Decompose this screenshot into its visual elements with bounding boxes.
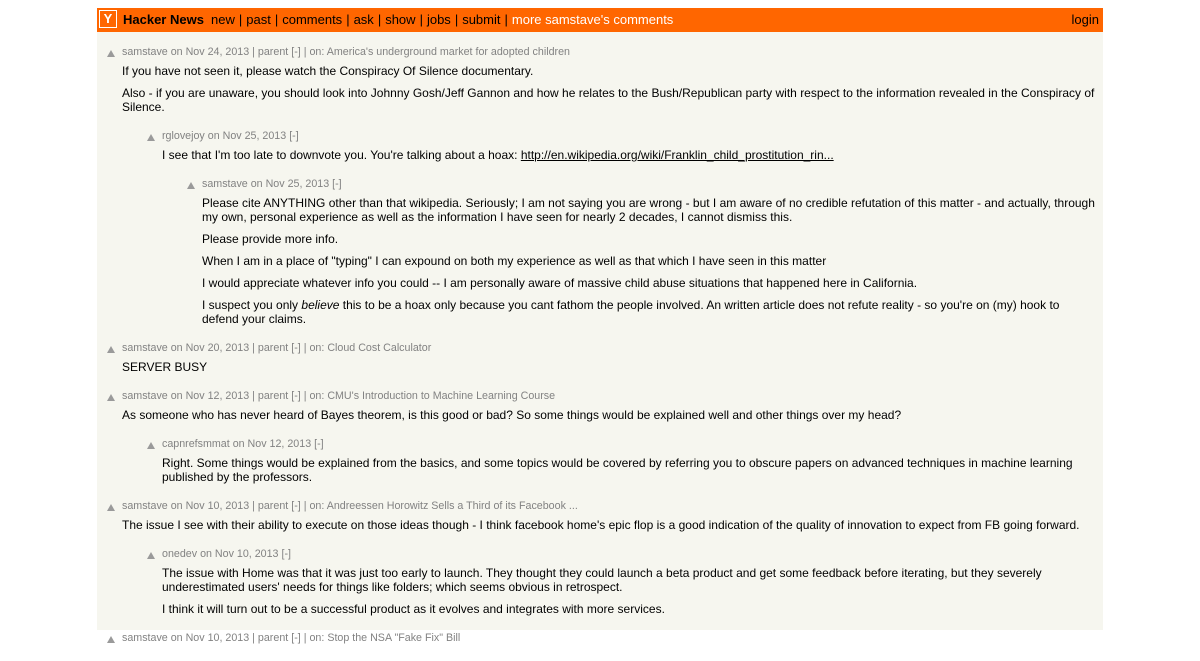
comment-body <box>122 408 1103 422</box>
comment-text: this to be a hoax only because you cant fathom the people involved. An written article does not refute reality - so you're on (my) hook to defend your claims. <box>202 298 1060 326</box>
comment-body <box>162 566 1103 616</box>
comment-meta <box>162 438 1103 451</box>
comment-paragraph: Right. Some things would be explained from the basics, and some topics would be covered by referring you to obscure papers on advanced techniques in machine learning published by the professors. <box>162 456 1073 484</box>
collapse-toggle[interactable]: [-] <box>291 632 301 644</box>
meta-separator: | <box>252 632 255 644</box>
top-bar <box>97 8 1103 32</box>
on-label: on: <box>309 46 325 58</box>
hn-main <box>97 8 1103 644</box>
comment-meta <box>122 342 1103 355</box>
comment-date[interactable]: on Nov 12, 2013 <box>232 438 312 450</box>
comment-paragraph: The issue with Home was that it was just too early to launch. They thought they could launch a beta product and get some feedback before iterating, but they severely underestimated users' needs for things like folders; which seems obvious in retrospect. <box>162 566 1042 594</box>
story-link[interactable]: Stop the NSA "Fake Fix" Bill <box>327 632 461 644</box>
comment-author[interactable]: rglovejoy <box>162 130 205 142</box>
meta-separator: | <box>303 500 307 512</box>
nav-submit[interactable]: submit <box>462 12 501 27</box>
comment-paragraph: Please cite ANYTHING other than that wikipedia. Seriously; I am not saying you are wrong - but I am aware of no credible refutation of this matter - and actually, through my own, personal experience as well as the information I have seen for nearly 2 decades, I cannot dismiss this. <box>202 196 1095 224</box>
comment-body <box>122 518 1103 532</box>
nav-separator: | <box>346 12 350 27</box>
comment-date[interactable]: on Nov 20, 2013 <box>170 342 250 354</box>
comment-paragraph: Also - if you are unaware, you should look into Johnny Gosh/Jeff Gannon and how he relates to the Bush/Republican party with respect to the information revealed in the Conspiracy of Silence. <box>122 86 1095 114</box>
comment-date[interactable]: on Nov 10, 2013 <box>170 632 250 644</box>
collapse-toggle[interactable]: [-] <box>281 548 291 560</box>
comment-author[interactable]: samstave <box>122 390 168 402</box>
nav-separator: | <box>504 12 508 27</box>
meta-separator: | <box>252 390 255 402</box>
comment-text: I suspect you only <box>202 298 302 312</box>
comment-author[interactable]: samstave <box>202 178 248 190</box>
story-link[interactable]: CMU's Introduction to Machine Learning Course <box>327 390 556 402</box>
parent-link[interactable]: parent <box>257 46 289 58</box>
meta-separator: | <box>252 500 255 512</box>
on-label: on: <box>309 390 325 402</box>
comment-paragraph: I would appreciate whatever info you could -- I am personally aware of massive child abuse situations that happened here in California. <box>202 276 918 290</box>
nav-ask[interactable]: ask <box>353 12 374 27</box>
parent-link[interactable]: parent <box>257 632 289 644</box>
collapse-toggle[interactable]: [-] <box>289 130 299 142</box>
upvote-arrow-icon[interactable] <box>107 50 115 57</box>
comment-author[interactable]: capnrefsmmat <box>162 438 230 450</box>
parent-link[interactable]: parent <box>257 500 289 512</box>
comment-body <box>162 148 1103 162</box>
comment-meta <box>122 46 1103 59</box>
comment-meta <box>122 632 1103 645</box>
comment-date[interactable]: on Nov 24, 2013 <box>170 46 250 58</box>
comment-date[interactable]: on Nov 12, 2013 <box>170 390 250 402</box>
comment-author[interactable]: samstave <box>122 46 168 58</box>
comment-paragraph: When I am in a place of "typing" I can expound on both my experience as well as that which I have seen in this matter <box>202 254 827 268</box>
meta-separator: | <box>303 390 307 402</box>
upvote-arrow-icon[interactable] <box>107 636 115 643</box>
comment-author[interactable]: samstave <box>122 632 168 644</box>
on-label: on: <box>309 500 325 512</box>
collapse-toggle[interactable]: [-] <box>291 500 301 512</box>
comment <box>97 130 1103 162</box>
upvote-arrow-icon[interactable] <box>107 504 115 511</box>
comment-paragraph: Please provide more info. <box>202 232 339 246</box>
collapse-toggle[interactable]: [-] <box>291 46 301 58</box>
comment-paragraph: If you have not seen it, please watch the Conspiracy Of Silence documentary. <box>122 64 534 78</box>
parent-link[interactable]: parent <box>257 342 289 354</box>
on-label: on: <box>309 342 325 354</box>
nav-show[interactable]: show <box>385 12 416 27</box>
parent-link[interactable]: parent <box>257 390 289 402</box>
comment-date[interactable]: on Nov 25, 2013 <box>207 130 287 142</box>
comment-paragraph: I think it will turn out to be a successful product as it evolves and integrates with more services. <box>162 602 665 616</box>
comment-meta <box>162 130 1103 143</box>
nav-separator: | <box>377 12 382 27</box>
nav-comments[interactable]: comments <box>282 12 343 27</box>
upvote-arrow-icon[interactable] <box>107 394 115 401</box>
upvote-arrow-icon[interactable] <box>147 552 155 559</box>
nav-new[interactable]: new <box>211 12 235 27</box>
comment-paragraph: As someone who has never heard of Bayes theorem, is this good or bad? So some things would be explained well and other things over my head? <box>122 408 902 422</box>
collapse-toggle[interactable]: [-] <box>291 390 301 402</box>
comment-author[interactable]: samstave <box>122 500 168 512</box>
comment <box>97 342 1103 374</box>
comment-paragraph: SERVER BUSY <box>122 360 208 374</box>
comment-body <box>162 456 1103 484</box>
comment <box>97 548 1103 616</box>
comment <box>97 500 1103 532</box>
emphasis-text: believe <box>301 298 340 312</box>
story-link[interactable]: America's underground market for adopted children <box>326 46 570 58</box>
comment-body <box>122 360 1103 374</box>
meta-separator: | <box>252 46 255 58</box>
comment-date[interactable]: on Nov 25, 2013 <box>250 178 330 190</box>
upvote-arrow-icon[interactable] <box>187 182 195 189</box>
nav-links <box>211 12 673 28</box>
comment-body <box>122 64 1103 114</box>
y-logo-icon[interactable]: Y <box>99 10 117 28</box>
comment <box>97 632 1103 645</box>
story-link[interactable]: Cloud Cost Calculator <box>327 342 432 354</box>
collapse-toggle[interactable]: [-] <box>332 178 342 190</box>
current-page-title: more samstave's comments <box>511 12 674 27</box>
collapse-toggle[interactable]: [-] <box>314 438 324 450</box>
comment <box>97 390 1103 422</box>
comment-date[interactable]: on Nov 10, 2013 <box>170 500 250 512</box>
login-link[interactable]: login <box>1071 12 1099 27</box>
meta-separator: | <box>303 342 307 354</box>
comment <box>97 178 1103 326</box>
on-label: on: <box>309 632 325 644</box>
comment-date[interactable]: on Nov 10, 2013 <box>200 548 279 560</box>
comment <box>97 46 1103 114</box>
nav-separator: | <box>419 12 423 27</box>
upvote-arrow-icon[interactable] <box>147 134 155 141</box>
comment <box>97 438 1103 484</box>
nav-separator: | <box>454 12 459 27</box>
meta-separator: | <box>303 632 307 644</box>
comment-author[interactable]: samstave <box>122 342 168 354</box>
comment-meta <box>162 548 1103 561</box>
comment-meta <box>122 500 1103 513</box>
comment-author[interactable]: onedev <box>162 548 198 560</box>
story-link[interactable]: Andreessen Horowitz Sells a Third of its Facebook ... <box>326 500 578 512</box>
meta-separator: | <box>252 342 255 354</box>
upvote-arrow-icon[interactable] <box>107 346 115 353</box>
meta-separator: | <box>303 46 307 58</box>
upvote-arrow-icon[interactable] <box>147 442 155 449</box>
comment-body <box>202 196 1103 326</box>
comment-paragraph <box>162 148 1099 162</box>
comment-meta <box>122 390 1103 403</box>
comment-list <box>97 46 1103 661</box>
collapse-toggle[interactable]: [-] <box>291 342 301 354</box>
comment-meta <box>202 178 1103 191</box>
nav-separator: | <box>274 12 279 27</box>
nav-jobs[interactable]: jobs <box>426 12 451 27</box>
comment-paragraph <box>202 298 1099 326</box>
comment-paragraph: The issue I see with their ability to execute on those ideas though - I think facebook home's epic flop is a good indication of the quality of innovation to expect from FB going forward. <box>122 518 1080 532</box>
nav-past[interactable]: past <box>246 12 271 27</box>
nav-separator: | <box>238 12 243 27</box>
wikipedia-link[interactable]: http://en.wikipedia.org/wiki/Franklin_child_prostitution_rin... <box>520 148 834 162</box>
comment-text: I see that I'm too late to downvote you. You're talking about a hoax: <box>162 148 521 162</box>
brand-link[interactable]: Hacker News <box>123 12 204 27</box>
